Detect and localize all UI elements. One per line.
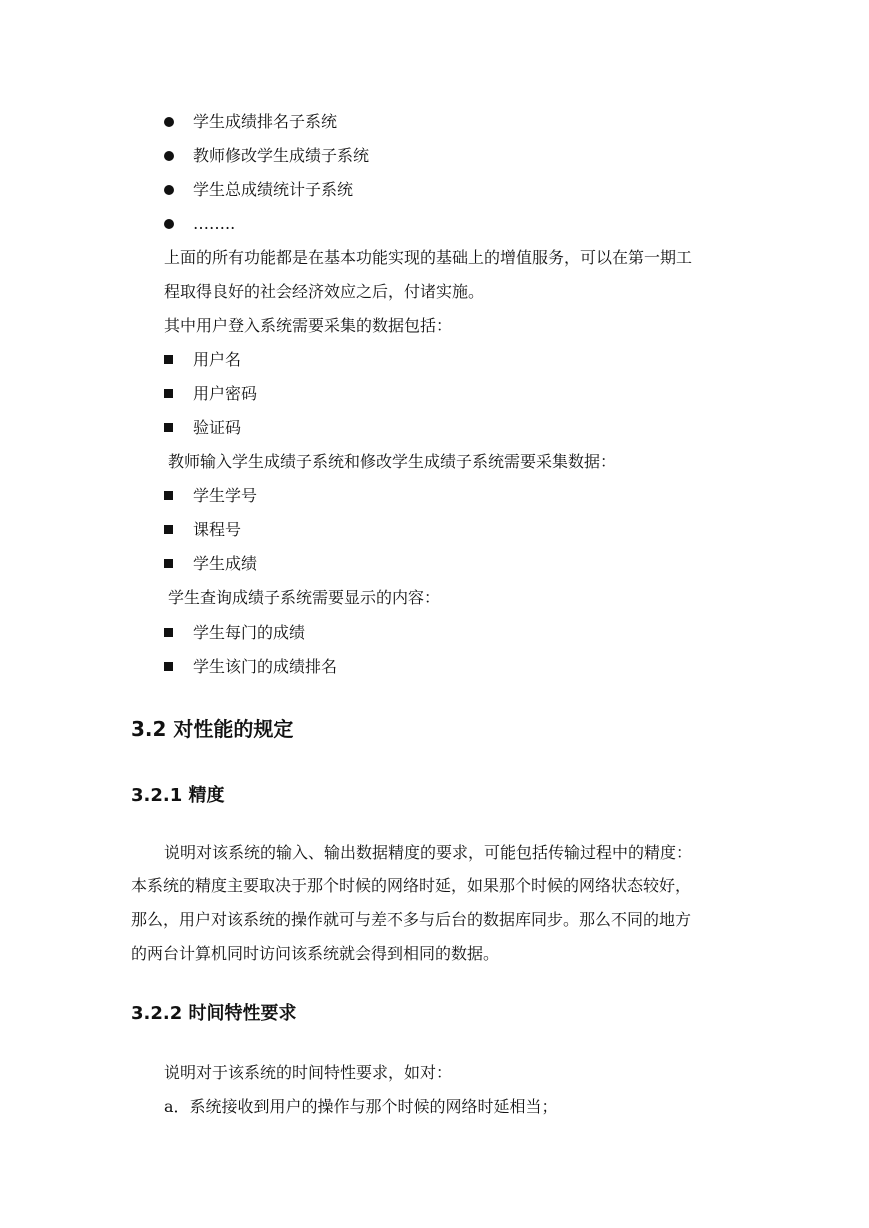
list-item: 学生成绩 [193,554,258,573]
section-heading-3-2-2: 3.2.2 时间特性要求 [131,1003,297,1024]
bullet-square [164,389,173,398]
bullet-square [164,355,173,364]
bullet-square [164,491,173,500]
paragraph-line: 本系统的精度主要取决于那个时候的网络时延，如果那个时候的网络状态较好， [131,876,692,895]
paragraph-line: 程取得良好的社会经济效应之后，付诸实施。 [164,282,485,301]
list-item: 学生总成绩统计子系统 [193,180,354,199]
list-item: 用户名 [193,350,242,369]
list-item: 验证码 [193,418,242,437]
paragraph-line: 说明对该系统的输入、输出数据精度的要求，可能包括传输过程中的精度： [164,843,693,862]
list-item-a: a．系统接收到用户的操作与那个时候的网络时延相当； [164,1097,558,1116]
paragraph-line: 上面的所有功能都是在基本功能实现的基础上的增值服务，可以在第一期工 [164,248,693,267]
bullet-dot [164,117,174,127]
bullet-square [164,662,173,671]
list-item: 课程号 [193,520,242,539]
login-data-heading: 其中用户登入系统需要采集的数据包括： [164,316,453,335]
bullet-square [164,525,173,534]
bullet-square [164,423,173,432]
bullet-dot [164,219,174,229]
section-heading-3-2: 3.2 对性能的规定 [131,717,294,741]
list-item: 用户密码 [193,384,258,403]
list-item: 学生成绩排名子系统 [193,112,338,131]
list-item: 学生该门的成绩排名 [193,657,338,676]
bullet-dot [164,151,174,161]
paragraph-line: 那么，用户对该系统的操作就可与差不多与后台的数据库同步。那么不同的地方 [131,910,692,929]
list-item: 教师修改学生成绩子系统 [193,146,370,165]
bullet-dot [164,185,174,195]
list-item: 学生每门的成绩 [193,623,306,642]
list-item: 学生学号 [193,486,258,505]
bullet-square [164,628,173,637]
teacher-data-heading: 教师输入学生成绩子系统和修改学生成绩子系统需要采集数据： [168,452,617,471]
paragraph-line: 说明对于该系统的时间特性要求，如对： [164,1063,453,1082]
student-display-heading: 学生查询成绩子系统需要显示的内容： [168,588,441,607]
bullet-square [164,559,173,568]
section-heading-3-2-1: 3.2.1 精度 [131,785,225,806]
list-item: …….. [193,214,236,233]
paragraph-line: 的两台计算机同时访问该系统就会得到相同的数据。 [131,944,500,963]
